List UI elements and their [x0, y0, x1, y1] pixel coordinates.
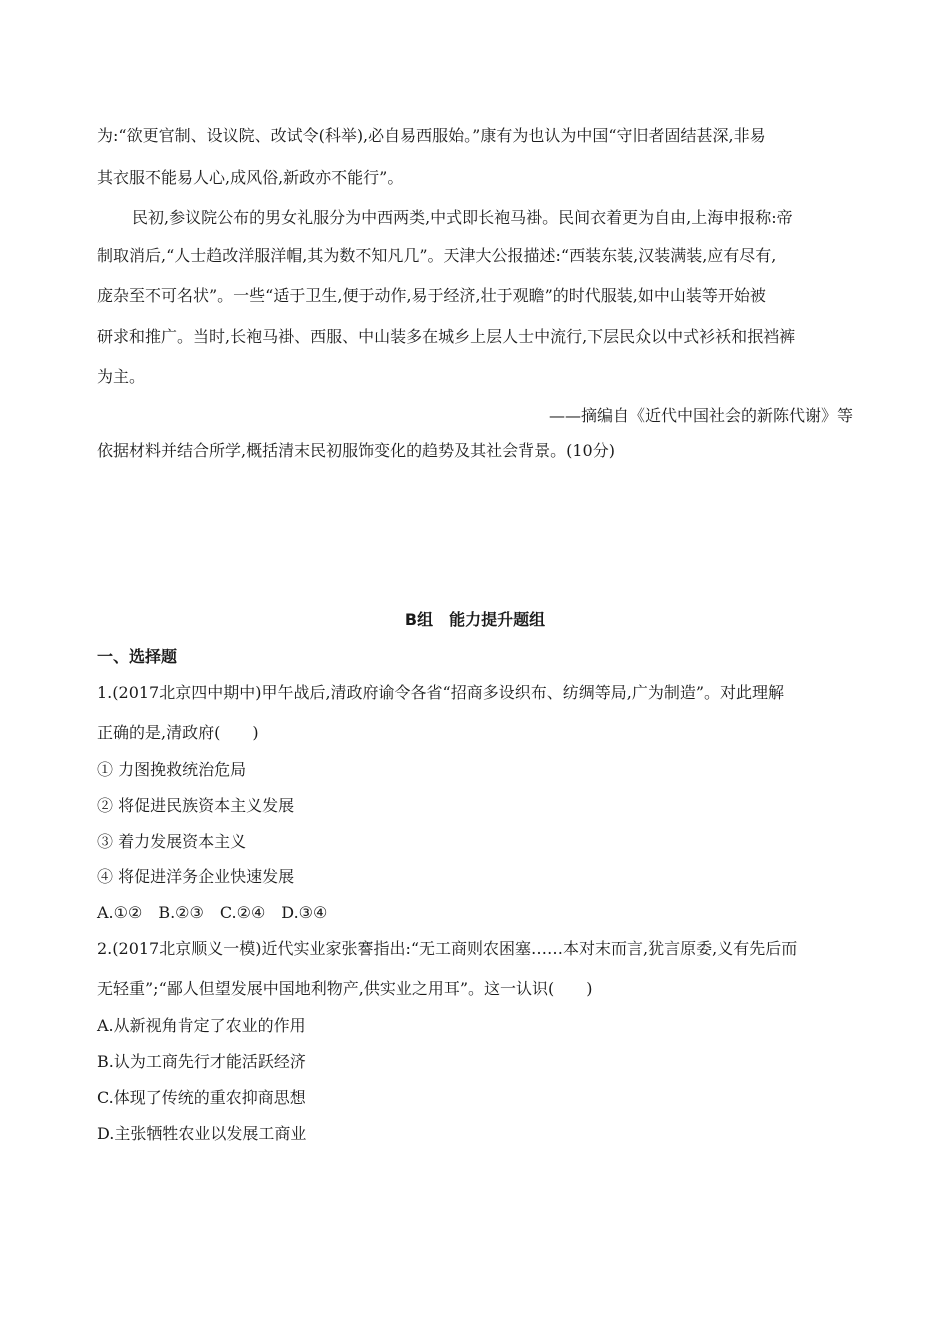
q1-item: ② 将促进民族资本主义发展	[97, 796, 295, 815]
question-task: 依据材料并结合所学,概括清末民初服饰变化的趋势及其社会背景。(10分)	[97, 441, 615, 460]
q2-option-c: C.体现了传统的重农抑商思想	[97, 1088, 306, 1107]
material-line: 庞杂至不可名状”。一些“适于卫生,便于动作,易于经济,壮于观瞻”的时代服装,如中山装等开始被	[97, 286, 766, 305]
material-line: 为主。	[97, 367, 146, 386]
material-line: 民初,参议院公布的男女礼服分为中西两类,中式即长袍马褂。民间衣着更为自由,上海申报称:帝	[132, 208, 793, 227]
q2-stem: 2.(2017北京顺义一模)近代实业家张謇指出:“无工商则农困塞……本对末而言,犹言原委,义有先后而	[97, 939, 798, 958]
material-line: 制取消后,“人士趋改洋服洋帽,其为数不知凡几”。天津大公报描述:“西装东装,汉装满装,应有尽有,	[97, 246, 777, 265]
material-line: 研求和推广。当时,长袍马褂、西服、中山装多在城乡上层人士中流行,下层民众以中式衫袄和抿裆裤	[97, 327, 796, 346]
q1-stem: 1.(2017北京四中期中)甲午战后,清政府谕令各省“招商多设织布、纺绸等局,广为制造”。对此理解	[97, 683, 785, 702]
q2-stem: 无轻重”;“鄙人但望发展中国地利物产,供实业之用耳”。这一认识( )	[97, 979, 593, 998]
q2-option-a: A.从新视角肯定了农业的作用	[97, 1016, 306, 1035]
material-source: ——摘编自《近代中国社会的新陈代谢》等	[548, 406, 853, 425]
q1-item: ④ 将促进洋务企业快速发展	[97, 867, 295, 886]
subsection-title: 一、选择题	[97, 647, 178, 666]
q1-item: ③ 着力发展资本主义	[97, 832, 247, 851]
q2-option-d: D.主张牺牲农业以发展工商业	[97, 1124, 307, 1143]
q1-options: A.①② B.②③ C.②④ D.③④	[97, 903, 328, 922]
q1-item: ① 力图挽救统治危局	[97, 760, 247, 779]
material-line: 其衣服不能易人心,成风俗,新政亦不能行”。	[97, 168, 404, 187]
q2-option-b: B.认为工商先行才能活跃经济	[97, 1052, 306, 1071]
q1-stem: 正确的是,清政府( )	[97, 723, 259, 742]
material-line: 为:“欲更官制、设议院、改试令(科举),必自易西服始。”康有为也认为中国“守旧者固结甚深,非易	[97, 126, 766, 145]
group-title: B组 能力提升题组	[404, 610, 546, 629]
